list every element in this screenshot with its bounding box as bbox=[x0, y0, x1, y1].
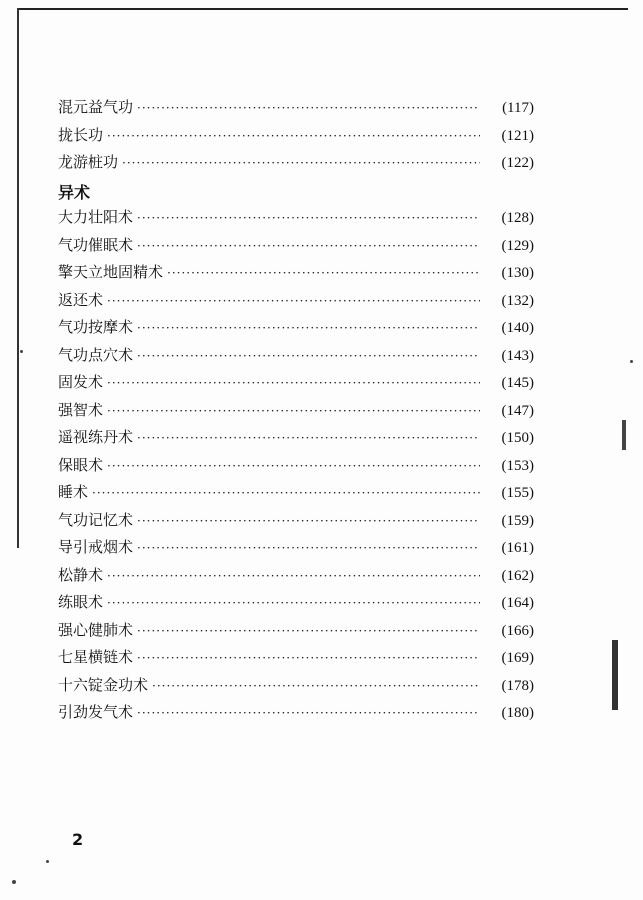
toc-entry-page: (166) bbox=[501, 622, 534, 639]
toc-entry-title: 龙游桩功 bbox=[58, 153, 119, 171]
toc-entry-title: 混元益气功 bbox=[58, 98, 134, 116]
toc-entry bbox=[58, 96, 534, 124]
toc-entry-page: (153) bbox=[501, 457, 534, 474]
toc-entry-page: (129) bbox=[501, 237, 534, 254]
toc-entry bbox=[58, 426, 534, 454]
toc-leader-dots bbox=[152, 679, 480, 693]
toc-entry bbox=[58, 454, 534, 482]
toc-leader-dots bbox=[137, 541, 480, 555]
page-number: 2 bbox=[72, 830, 84, 849]
toc-entry-list bbox=[58, 206, 534, 729]
toc-entry-page: (169) bbox=[501, 650, 534, 666]
toc-leader-dots bbox=[167, 266, 480, 280]
toc-entry-page: (162) bbox=[501, 567, 534, 584]
toc-leader-dots bbox=[137, 431, 480, 445]
toc-entry-title: 引劲发气术 bbox=[58, 703, 134, 721]
toc-entry-title: 气功催眠术 bbox=[58, 235, 134, 254]
toc-entry-title: 练眼术 bbox=[58, 593, 104, 611]
toc-entry bbox=[58, 701, 534, 729]
toc-entry-page: (147) bbox=[501, 402, 534, 419]
toc-entry-title: 拢长功 bbox=[58, 125, 104, 144]
toc-leader-dots bbox=[107, 596, 480, 610]
toc-leader-dots bbox=[107, 569, 480, 583]
toc-entry-page: (150) bbox=[501, 430, 534, 446]
toc-entry bbox=[58, 289, 534, 317]
toc-leader-dots bbox=[137, 101, 480, 115]
toc-entry-title: 睡术 bbox=[58, 483, 89, 501]
scan-speck bbox=[630, 360, 633, 363]
scan-border-top bbox=[18, 8, 628, 10]
toc-entry-page: (180) bbox=[501, 705, 534, 721]
toc-entry bbox=[58, 481, 534, 509]
toc-entry-page: (143) bbox=[501, 347, 534, 364]
toc-leader-dots bbox=[137, 651, 480, 665]
toc-entry-title: 大力壮阳术 bbox=[58, 208, 134, 226]
toc-entry-page: (130) bbox=[501, 265, 534, 281]
toc-entry-page: (145) bbox=[501, 375, 534, 391]
toc-entry bbox=[58, 371, 534, 399]
scan-speck bbox=[46, 860, 49, 863]
toc-entry-title: 擎天立地固精术 bbox=[58, 263, 164, 281]
section-heading: 异术 bbox=[58, 182, 91, 202]
toc-entry-title: 七星横链术 bbox=[58, 648, 134, 666]
toc-entry-title: 导引戒烟术 bbox=[58, 538, 134, 556]
toc-entry-page: (161) bbox=[501, 540, 534, 556]
toc-entry-title: 松静术 bbox=[58, 565, 104, 584]
toc-entry-title: 气功按摩术 bbox=[58, 318, 134, 336]
toc-entry bbox=[58, 234, 534, 262]
toc-leader-dots bbox=[137, 514, 480, 528]
toc-leader-dots bbox=[137, 321, 480, 335]
toc-entry-title: 固发术 bbox=[58, 373, 104, 391]
toc-entry-title: 气功记忆术 bbox=[58, 510, 134, 529]
toc-entry bbox=[58, 344, 534, 372]
toc-entry bbox=[58, 619, 534, 647]
toc-leader-dots bbox=[107, 376, 480, 390]
toc-entry-page: (128) bbox=[501, 210, 534, 226]
toc-entry-page: (164) bbox=[501, 595, 534, 611]
toc-entry bbox=[58, 316, 534, 344]
toc-leader-dots bbox=[137, 706, 480, 720]
toc-entry bbox=[58, 151, 534, 179]
toc-leader-dots bbox=[122, 156, 480, 170]
toc-entry-title: 返还术 bbox=[58, 290, 104, 309]
toc-entry bbox=[58, 399, 534, 427]
scan-speck bbox=[12, 880, 16, 884]
toc-entry-page: (121) bbox=[501, 127, 534, 144]
toc-entry-page: (140) bbox=[501, 320, 534, 336]
toc-leader-dots bbox=[137, 211, 480, 225]
toc-entry-page: (132) bbox=[501, 292, 534, 309]
toc-entry-page: (178) bbox=[501, 677, 534, 694]
toc-leader-dots bbox=[107, 404, 480, 418]
toc-leader-dots bbox=[92, 486, 480, 500]
toc-leader-dots bbox=[137, 624, 480, 638]
scan-speck bbox=[20, 350, 23, 353]
toc-entry-title: 强智术 bbox=[58, 400, 104, 419]
table-of-contents bbox=[58, 96, 534, 729]
toc-entry-page: (159) bbox=[501, 512, 534, 529]
toc-entry bbox=[58, 646, 534, 674]
toc-entry bbox=[58, 124, 534, 152]
toc-entry bbox=[58, 206, 534, 234]
toc-entry bbox=[58, 674, 534, 702]
toc-entry-page: (122) bbox=[501, 155, 534, 171]
toc-entry-page: (117) bbox=[502, 100, 534, 116]
toc-leader-dots bbox=[137, 239, 480, 253]
scan-border-left bbox=[17, 8, 19, 548]
toc-entry-title: 气功点穴术 bbox=[58, 345, 134, 364]
toc-entry bbox=[58, 261, 534, 289]
toc-entry-title: 十六锭金功术 bbox=[58, 675, 149, 694]
scan-speck bbox=[622, 420, 626, 450]
toc-leader-dots bbox=[107, 459, 480, 473]
toc-entry bbox=[58, 591, 534, 619]
toc-entry bbox=[58, 509, 534, 537]
toc-leader-dots bbox=[107, 294, 480, 308]
toc-entry bbox=[58, 564, 534, 592]
toc-entry-page: (155) bbox=[501, 485, 534, 501]
toc-entry-title: 遥视练丹术 bbox=[58, 428, 134, 446]
toc-entry bbox=[58, 536, 534, 564]
toc-entry-title: 强心健肺术 bbox=[58, 620, 134, 639]
toc-entry-title: 保眼术 bbox=[58, 455, 104, 474]
toc-leader-dots bbox=[107, 129, 480, 143]
scan-speck bbox=[612, 640, 618, 710]
toc-leader-dots bbox=[137, 349, 480, 363]
